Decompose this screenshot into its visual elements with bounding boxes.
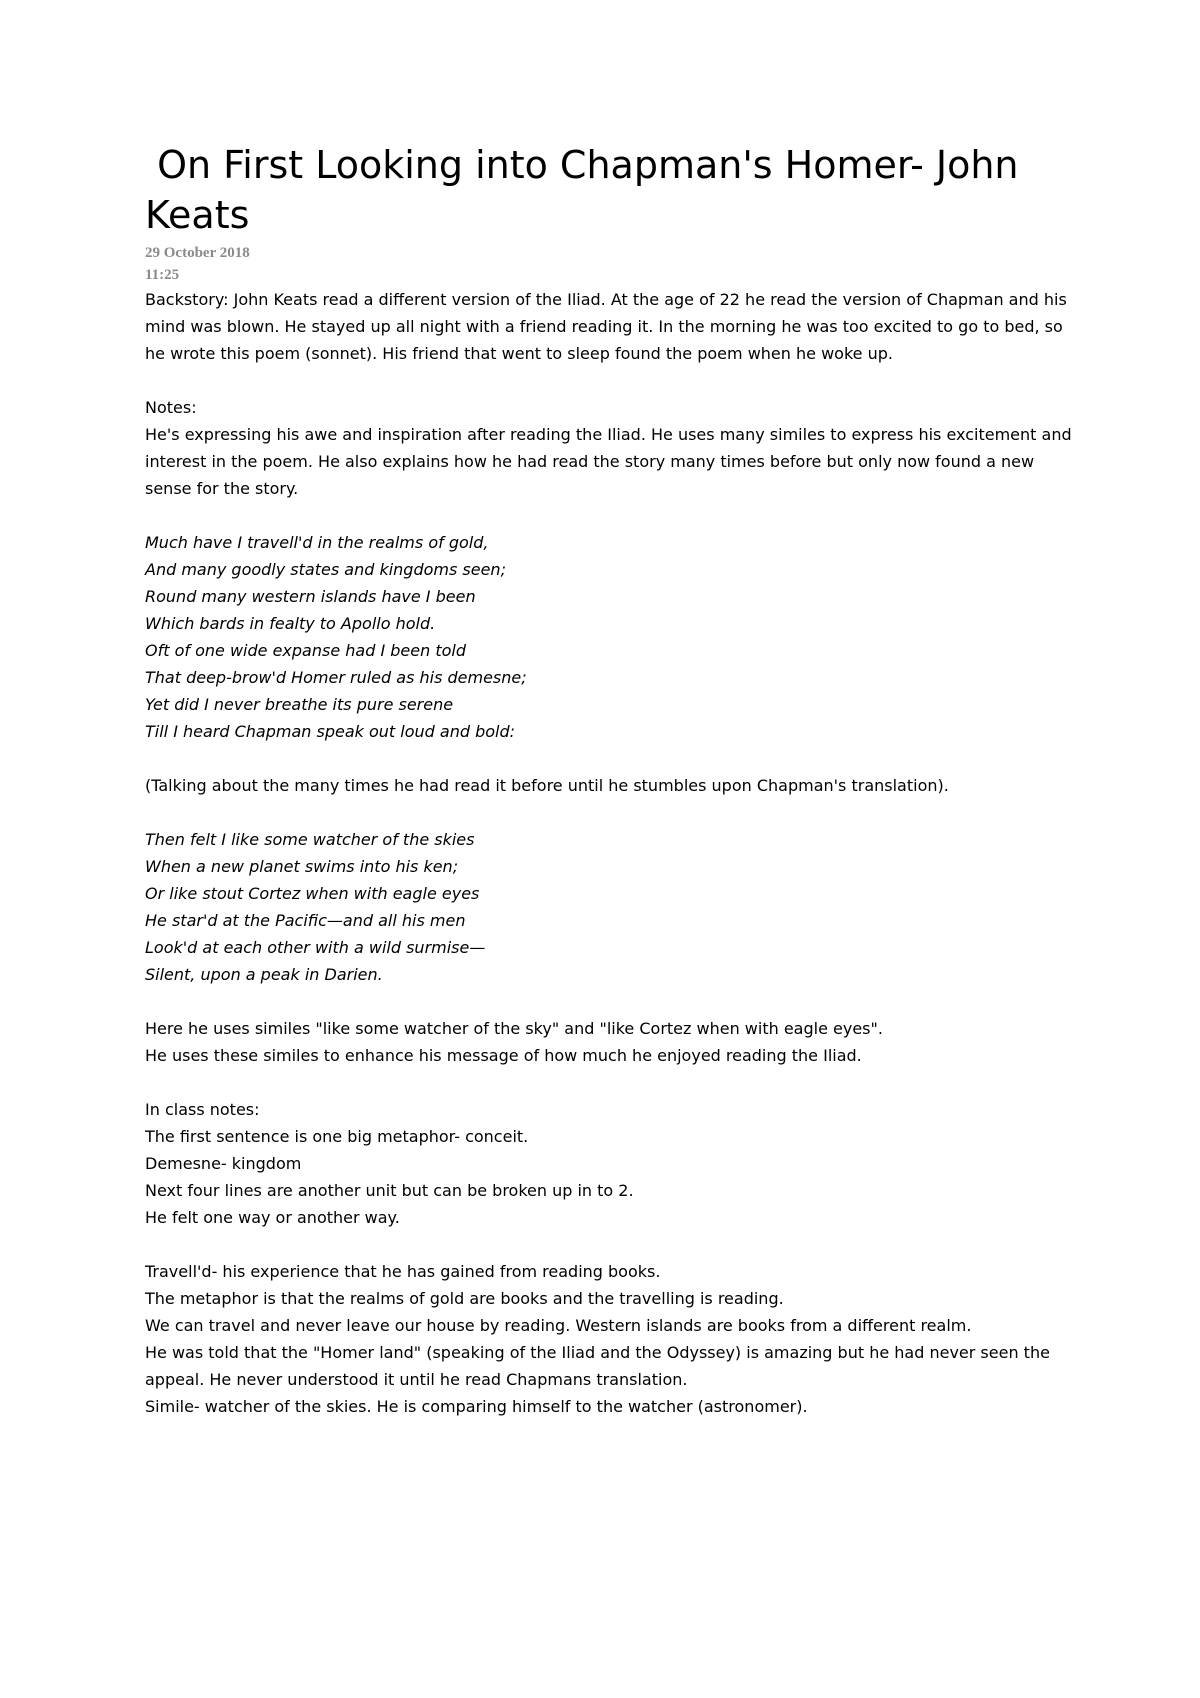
note-body [145,286,1085,1420]
poem-line: Silent, upon a peak in Darien. [145,965,383,984]
class-notes-line: The first sentence is one big metaphor- conceit. [145,1127,529,1146]
poem-line: Much have I travell'd in the realms of gold, [145,533,489,552]
poem-line: Oft of one wide expanse had I been told [145,641,466,660]
poem-line: Till I heard Chapman speak out loud and bold: [145,722,516,741]
class-notes-line: Next four lines are another unit but can be broken up in to 2. [145,1181,634,1200]
analysis-section [145,1258,1085,1420]
analysis-line: He was told that the "Homer land" (speaking of the Iliad and the Odyssey) is amazing but he had never seen the appeal. He never understood it until he read Chapmans translation. [145,1343,1056,1389]
note-timestamp [145,242,1085,286]
poem-line: That deep-brow'd Homer ruled as his demesne; [145,668,527,687]
note-date: 29 October 2018 [145,245,250,261]
poem-line: Look'd at each other with a wild surmise— [145,938,486,957]
poem-line: Which bards in fealty to Apollo hold. [145,614,436,633]
class-notes-line: He felt one way or another way. [145,1208,400,1227]
analysis-line: We can travel and never leave our house by reading. Western islands are books from a different realm. [145,1316,972,1335]
poem-line: He star'd at the Pacific—and all his men [145,911,466,930]
poem-line: Or like stout Cortez when with eagle eyes [145,884,480,903]
poem-stanza-1 [145,529,1085,745]
poem-line: And many goodly states and kingdoms seen; [145,560,506,579]
poem-line: Yet did I never breathe its pure serene [145,695,454,714]
poem-line: Round many western islands have I been [145,587,476,606]
document-content [145,140,1085,1420]
class-notes-line: Demesne- kingdom [145,1154,302,1173]
class-notes-heading: In class notes: [145,1100,260,1119]
notes-text: He's expressing his awe and inspiration after reading the Iliad. He uses many similes to express his excitement and interest in the poem. He also explains how he had read the story many times before but only now found a new sense for the story. [145,425,1077,498]
poem-line: Then felt I like some watcher of the skies [145,830,475,849]
analysis-line: The metaphor is that the realms of gold are books and the travelling is reading. [145,1289,784,1308]
similes-line: Here he uses similes "like some watcher of the sky" and "like Cortez when with eagle eyes". [145,1019,883,1038]
page-title: On First Looking into Chapman's Homer- John Keats [145,143,1031,237]
poem-line: When a new planet swims into his ken; [145,857,459,876]
notes-heading: Notes: [145,398,197,417]
notes-section [145,394,1085,502]
backstory-paragraph: Backstory: John Keats read a different version of the Iliad. At the age of 22 he read the version of Chapman and his mind was blown. He stayed up all night with a friend reading it. In the morning he was too excited to go to bed, so he wrote this poem (sonnet). His friend that went to sleep found the poem when he woke up. [145,290,1067,363]
class-notes-section [145,1096,1085,1231]
similes-line: He uses these similes to enhance his message of how much he enjoyed reading the Iliad. [145,1046,862,1065]
analysis-line: Travell'd- his experience that he has gained from reading books. [145,1262,661,1281]
translation-comment: (Talking about the many times he had read it before until he stumbles upon Chapman's translation). [145,776,949,795]
similes-section [145,1015,1085,1069]
poem-stanza-2 [145,826,1085,988]
analysis-line: Simile- watcher of the skies. He is comparing himself to the watcher (astronomer). [145,1397,808,1416]
note-time: 11:25 [145,267,180,283]
